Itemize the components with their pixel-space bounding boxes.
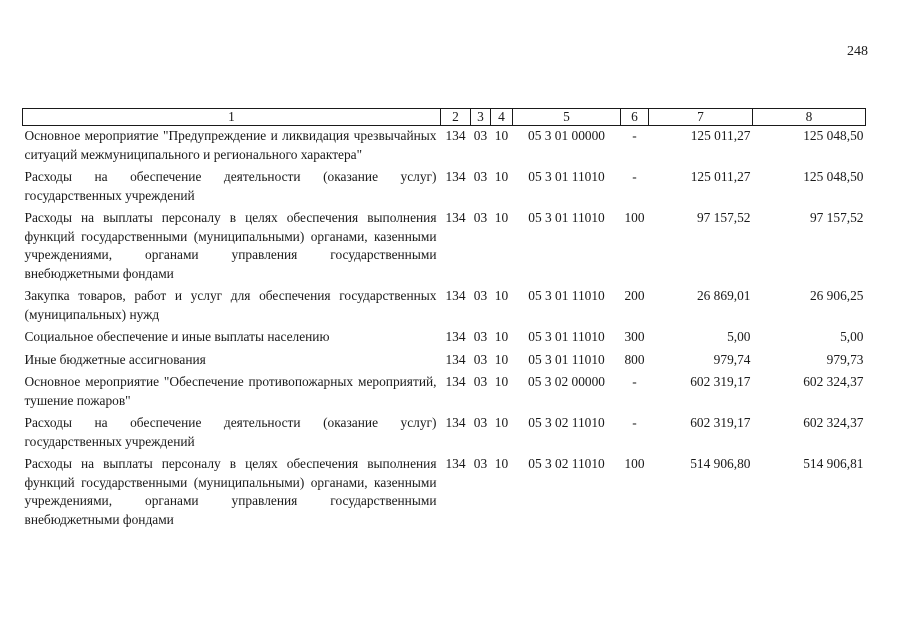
row-col-3: 03 [473,288,488,303]
table-row [23,328,866,351]
row-col-6: 100 [624,456,645,471]
table-row [23,455,866,533]
row-name: Расходы на обеспечение деятельности (оказание услуг) государственных учреждений [24,169,437,203]
row-col-4: 10 [494,329,509,344]
header-col-4: 4 [491,109,513,126]
row-name: Основное мероприятие "Предупреждение и ликвидация чрезвычайных ситуаций межмуниципального и регионального характера" [24,128,437,162]
table-row [23,209,866,287]
table-body [23,126,866,534]
row-col-2: 134 [445,351,466,367]
header-col-8: 8 [753,109,866,126]
table-header [23,109,866,126]
row-col-5: 05 3 01 11010 [528,351,605,367]
table-row [23,414,866,455]
table-row [23,287,866,328]
row-col-5: 05 3 01 11010 [528,288,605,303]
row-col-6: 800 [624,351,645,367]
budget-table [22,108,866,533]
table-row [23,168,866,209]
row-col-2: 134 [445,128,466,143]
row-name: Иные бюджетные ассигнования [24,351,206,367]
row-col-4: 10 [494,210,509,225]
row-name: Основное мероприятие "Обеспечение противопожарных мероприятий, тушение пожаров" [24,374,437,408]
row-name: Расходы на выплаты персоналу в целях обеспечения выполнения функций государственными (муниципальными) органами, казенными учреждениями, органами управления государственными внебюджетными фондами [24,210,437,281]
row-col-8: 26 906,25 [809,288,864,303]
row-col-4: 10 [494,351,509,367]
row-name: Расходы на обеспечение деятельности (оказание услуг) государственных учреждений [24,415,437,449]
row-col-4: 10 [494,169,509,184]
row-col-4: 10 [494,374,509,389]
row-col-4: 10 [494,128,509,143]
row-col-8: 125 048,50 [803,128,864,143]
row-col-2: 134 [445,210,466,225]
row-col-5: 05 3 01 11010 [528,210,605,225]
row-col-2: 134 [445,415,466,430]
table-row [23,351,866,374]
row-col-6: - [632,128,637,143]
row-col-5: 05 3 02 00000 [528,374,605,389]
row-col-5: 05 3 01 00000 [528,128,605,143]
row-col-3: 03 [473,415,488,430]
row-col-8: 602 324,37 [803,374,864,389]
table-row [23,373,866,414]
header-col-7: 7 [649,109,753,126]
row-col-8: 514 906,81 [803,456,864,471]
row-col-3: 03 [473,169,488,184]
row-col-2: 134 [445,329,466,344]
row-col-8: 602 324,37 [803,415,864,430]
row-col-8: 125 048,50 [803,169,864,184]
row-col-6: - [632,374,637,389]
header-col-3: 3 [471,109,491,126]
row-col-8: 97 157,52 [809,210,864,225]
row-col-5: 05 3 01 11010 [528,329,605,344]
row-col-2: 134 [445,288,466,303]
row-col-3: 03 [473,329,488,344]
row-col-4: 10 [494,288,509,303]
row-col-3: 03 [473,456,488,471]
header-row [23,109,866,126]
row-col-2: 134 [445,456,466,471]
page-number: 248 [847,44,868,59]
row-col-6: - [632,415,637,430]
header-col-1: 1 [23,109,441,126]
row-col-5: 05 3 01 11010 [528,169,605,184]
row-col-4: 10 [494,456,509,471]
row-col-3: 03 [473,351,488,367]
row-col-7: 602 319,17 [690,374,751,389]
row-col-7: 5,00 [727,329,751,344]
row-col-3: 03 [473,128,488,143]
row-col-3: 03 [473,374,488,389]
header-col-2: 2 [441,109,471,126]
row-col-6: 300 [624,329,645,344]
header-col-6: 6 [621,109,649,126]
row-col-7: 514 906,80 [690,456,751,471]
row-col-2: 134 [445,169,466,184]
header-col-5: 5 [513,109,621,126]
row-col-7: 602 319,17 [690,415,751,430]
row-col-7: 979,74 [713,351,751,367]
row-col-8: 5,00 [840,329,864,344]
row-col-6: 200 [624,288,645,303]
row-col-5: 05 3 02 11010 [528,456,605,471]
row-name: Расходы на выплаты персоналу в целях обеспечения выполнения функций государственными (муниципальными) органами, казенными учреждениями, органами управления государственными внебюджетными фондами [24,456,437,527]
row-name: Закупка товаров, работ и услуг для обеспечения государственных (муниципальных) нужд [24,288,437,322]
row-col-7: 97 157,52 [696,210,751,225]
row-col-6: - [632,169,637,184]
row-col-6: 100 [624,210,645,225]
row-col-7: 125 011,27 [690,169,751,184]
row-col-2: 134 [445,374,466,389]
row-col-5: 05 3 02 11010 [528,415,605,430]
row-col-8: 979,73 [826,351,864,367]
row-col-3: 03 [473,210,488,225]
row-name: Социальное обеспечение и иные выплаты населению [24,329,330,344]
table-row [23,126,866,169]
row-col-7: 125 011,27 [690,128,751,143]
row-col-7: 26 869,01 [696,288,751,303]
row-col-4: 10 [494,415,509,430]
